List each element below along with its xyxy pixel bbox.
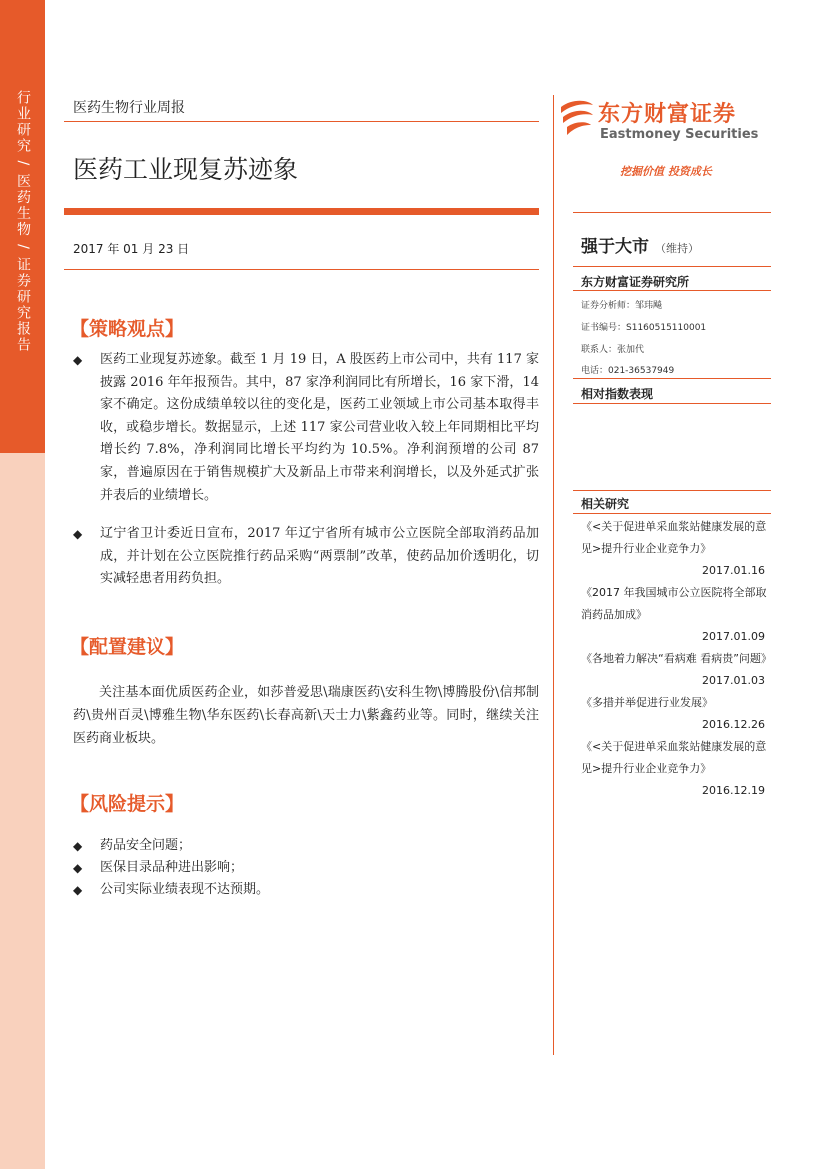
strategy-bullet-text: 医药工业现复苏迹象。截至 1 月 19 日，A 股医药上市公司中，共有 117 家披露 2016 年年报预告。其中，87 家净利润同比有所增长，16 家下滑，14 家不确定。这份成绩单较以往的变化是，医药工业领域上市公司基本取得丰收，或稳步增长。数据显示，上述 117 家公司营业收入较上年同期相比平均增长约 7.8%，净利润同比增长平均约为 10.5%。净利润预增的公司 87 家，普遍原因在于销售规模扩大及新品上市带来利润增长，以及外延式扩张并表后的业绩增长。 <box>100 352 539 503</box>
page-title: 医药工业现复苏迹象 <box>73 155 299 184</box>
title-bar <box>64 208 539 215</box>
related-item-date: 2016.12.19 <box>702 784 765 797</box>
list-item[interactable] <box>581 736 771 802</box>
brand-name-en: Eastmoney Securities <box>600 127 759 142</box>
strategy-bullet-text: 辽宁省卫计委近日宣布，2017 年辽宁省所有城市公立医院全部取消药品加成，并计划在公立医院推行药品采购“两票制”改革，使药品加价透明化，切实减轻患者用药负担。 <box>100 526 539 587</box>
list-item[interactable] <box>581 516 771 582</box>
related-item-date: 2016.12.26 <box>702 718 765 731</box>
brand-name-cn: 东方财富证券 <box>598 102 737 127</box>
strategy-heading: 【策略观点】 <box>70 318 185 340</box>
strategy-bullet <box>73 523 539 591</box>
diamond-bullet-icon: ◆ <box>73 839 83 853</box>
divider <box>64 269 539 270</box>
brand-logo-icon <box>557 97 595 139</box>
divider <box>573 513 771 514</box>
diamond-bullet-icon: ◆ <box>73 353 83 367</box>
sidebar-category: 行业研究 / 医药生物 / 证券研究报告 <box>15 90 31 354</box>
related-item-title[interactable]: 《各地着力解决“看病难 看病贵”问题》 <box>581 652 772 665</box>
related-item-date: 2017.01.09 <box>702 630 765 643</box>
contact-name: 联系人：张加代 <box>581 345 645 355</box>
divider <box>64 121 539 122</box>
risk-bullet <box>73 835 539 858</box>
related-item-date: 2017.01.03 <box>702 674 765 687</box>
rating-note: （维持） <box>655 242 699 255</box>
divider <box>573 403 771 404</box>
related-item-title[interactable]: 《多措并举促进行业发展》 <box>581 696 713 709</box>
risk-bullet-text: 公司实际业绩表现不达预期。 <box>100 882 270 897</box>
list-item[interactable] <box>581 648 771 692</box>
related-list <box>581 516 771 802</box>
allocation-heading: 【配置建议】 <box>70 636 185 658</box>
column-divider <box>553 95 554 1055</box>
institute-name: 东方财富证券研究所 <box>581 275 690 289</box>
index-section-title: 相对指数表现 <box>581 387 654 401</box>
phone-number: 电话：021-36537949 <box>581 366 675 376</box>
related-item-title[interactable]: 《<关于促进单采血浆站健康发展的意见>提升行业企业竞争力》 <box>581 740 767 775</box>
related-item-title[interactable]: 《<关于促进单采血浆站健康发展的意见>提升行业企业竞争力》 <box>581 520 767 555</box>
risk-bullet <box>73 879 539 902</box>
rating-label: 强于大市 <box>581 237 649 257</box>
analyst-name: 证券分析师：邹玮飚 <box>581 301 663 311</box>
strategy-bullet <box>73 349 539 507</box>
risk-bullet <box>73 857 539 880</box>
sidebar-band-light <box>0 453 45 1169</box>
risk-bullet-text: 药品安全问题； <box>100 838 192 853</box>
brand-slogan: 挖掘价值 投资成长 <box>620 165 712 178</box>
diamond-bullet-icon: ◆ <box>73 883 83 897</box>
divider <box>573 490 771 491</box>
divider <box>573 290 771 291</box>
license-number: 证书编号：S1160515110001 <box>581 323 707 333</box>
rating <box>581 232 699 257</box>
report-date: 2017 年 01 月 23 日 <box>73 242 190 256</box>
allocation-text: 关注基本面优质医药企业，如莎普爱思\瑞康医药\安科生物\博腾股份\信邦制药\贵州百灵\博雅生物\华东医药\长春高新\天士力\紫鑫药业等。同时，继续关注医药商业板块。 <box>73 685 539 746</box>
divider <box>573 266 771 267</box>
divider <box>573 212 771 213</box>
risk-bullet-text: 医保目录品种进出影响； <box>100 860 244 875</box>
report-type: 医药生物行业周报 <box>73 100 185 116</box>
list-item[interactable] <box>581 692 771 736</box>
related-title: 相关研究 <box>581 497 630 511</box>
related-item-title[interactable]: 《2017 年我国城市公立医院将全部取消药品加成》 <box>581 586 767 621</box>
related-item-date: 2017.01.16 <box>702 564 765 577</box>
list-item[interactable] <box>581 582 771 648</box>
diamond-bullet-icon: ◆ <box>73 527 83 541</box>
diamond-bullet-icon: ◆ <box>73 861 83 875</box>
divider <box>573 378 771 379</box>
risk-heading: 【风险提示】 <box>70 793 185 815</box>
